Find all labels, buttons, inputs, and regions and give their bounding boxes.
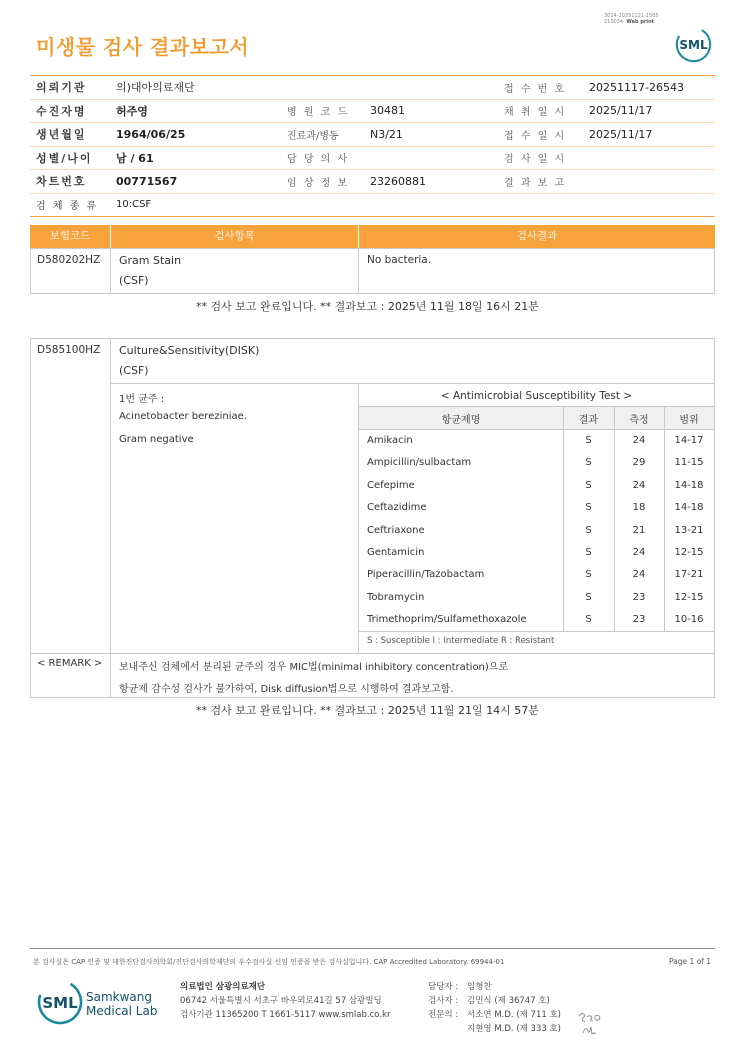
collect-date-value: 2025/11/17 bbox=[583, 99, 715, 123]
gram-type: Gram negative bbox=[119, 434, 194, 445]
patient-name-value: 허주영 bbox=[110, 99, 281, 123]
dept-value: N3/21 bbox=[364, 123, 498, 147]
ast-row bbox=[359, 475, 714, 497]
remark-label: < REMARK > bbox=[37, 658, 103, 669]
culture-item: Culture&Sensitivity(DISK) bbox=[119, 344, 260, 357]
specialist-label: 전문의 : bbox=[428, 1010, 459, 1020]
company-name: Samkwang Medical Lab bbox=[86, 990, 158, 1018]
ast-range: 10-16 bbox=[674, 614, 704, 626]
strain-label: 1번 균주 : bbox=[119, 394, 165, 405]
ast-col-measure: 측정 bbox=[629, 415, 649, 426]
ast-measure: 29 bbox=[632, 457, 646, 469]
ast-legend: S : Susceptible I : Intermediate R : Resistant bbox=[367, 636, 555, 646]
sex-age-label: 성별/나이 bbox=[30, 146, 110, 170]
culture-specimen: (CSF) bbox=[119, 364, 149, 377]
ast-result: S bbox=[585, 457, 592, 469]
ast-drug-name: Gentamicin bbox=[367, 547, 425, 558]
ast-range: 17-21 bbox=[674, 569, 704, 581]
ast-row bbox=[359, 542, 714, 564]
tester-value: 김민식 (제 36747 호) bbox=[467, 996, 550, 1006]
patient-name-label: 수진자명 bbox=[30, 99, 110, 123]
ast-drug-name: Trimethoprim/Sulfamethoxazole bbox=[367, 614, 527, 626]
ast-row bbox=[359, 452, 714, 474]
doctor-value bbox=[364, 146, 498, 170]
gram-specimen: (CSF) bbox=[119, 274, 149, 287]
hospital-code-value: 30481 bbox=[364, 99, 498, 123]
ast-measure: 23 bbox=[632, 591, 646, 603]
ast-result: S bbox=[585, 614, 592, 626]
receipt-no-value: 20251117-26543 bbox=[583, 76, 715, 100]
clinical-info-value: 23260881 bbox=[364, 170, 498, 194]
organism-name: Acinetobacter bereziniae. bbox=[119, 411, 247, 422]
hospital-code-label: 병 원 코 드 bbox=[281, 99, 364, 123]
clinical-info-label: 임 상 정 보 bbox=[281, 170, 364, 194]
ast-title: < Antimicrobial Susceptibility Test > bbox=[440, 390, 633, 402]
test-result-header: 검사결과 bbox=[358, 225, 715, 248]
ast-drug-name: Piperacillin/Tazobactam bbox=[367, 569, 485, 581]
ast-measure: 24 bbox=[632, 569, 646, 581]
manager-label: 담당자 : bbox=[428, 982, 459, 992]
ast-range: 12-15 bbox=[674, 547, 704, 558]
culture-block bbox=[30, 338, 715, 698]
ast-row bbox=[359, 497, 714, 519]
svg-text:SML: SML bbox=[42, 994, 78, 1012]
ast-row bbox=[359, 564, 714, 586]
doctor-label: 담 당 의 사 bbox=[281, 146, 364, 170]
ast-drug-name: Ampicillin/sulbactam bbox=[367, 457, 472, 469]
test-date-value bbox=[583, 146, 715, 170]
ast-result: S bbox=[585, 591, 592, 603]
ast-result: S bbox=[585, 524, 592, 536]
sml-logo-icon bbox=[675, 26, 712, 63]
patient-info-table bbox=[30, 75, 715, 217]
test-date-label: 검 사 일 시 bbox=[498, 146, 583, 170]
ast-range: 13-21 bbox=[674, 524, 704, 536]
receive-date-value: 2025/11/17 bbox=[583, 123, 715, 147]
ast-drug-name: Tobramycin bbox=[367, 591, 425, 603]
specialist-2: 지현영 M.D. (제 333 호) bbox=[467, 1024, 562, 1034]
culture-report-status: ** 검사 보고 완료입니다. ** 결과보고 : 2025년 11월 21일 14시 57분 bbox=[196, 704, 539, 717]
org-address: 06742 서울특별시 서초구 바우뫼로41길 57 삼광빌딩 bbox=[180, 996, 382, 1006]
ast-col-drug: 항균제명 bbox=[441, 415, 481, 426]
footer-divider bbox=[30, 948, 715, 949]
ast-measure: 18 bbox=[632, 502, 646, 514]
cert-statement: 본 검사실은 CAP 인증 및 대한진단검사의학회/진단검사의학재단의 우수검사실 신임 인증을 받은 검사실입니다. CAP Accredited Laboratory. 69944-01 bbox=[33, 958, 505, 966]
chart-no-label: 차트번호 bbox=[30, 170, 110, 194]
culture-code: D585100HZ bbox=[37, 344, 101, 356]
gram-result: No bacteria. bbox=[367, 254, 432, 266]
org-contact: 검사기관 11365200 T 1661-5117 www.smlab.co.kr bbox=[180, 1010, 391, 1020]
remark-line-1: 보내주신 검체에서 분리된 균주의 경우 MIC법(minimal inhibitory concentration)으로 bbox=[119, 662, 509, 673]
ast-result: S bbox=[585, 502, 592, 514]
manager-value: 임형찬 bbox=[467, 982, 492, 992]
sex-age-value: 남 / 61 bbox=[110, 146, 281, 170]
document-code: 3014-20251121-1505 210034 Web print bbox=[604, 13, 659, 25]
svg-text:SML: SML bbox=[679, 38, 708, 53]
ast-row bbox=[359, 609, 714, 631]
receipt-no-label: 접 수 번 호 bbox=[498, 76, 583, 100]
ast-range: 14-18 bbox=[674, 502, 704, 514]
ast-drug-name: Ceftazidime bbox=[367, 502, 427, 514]
remark-line-2: 항균제 감수성 검사가 불가하여, Disk diffusion법으로 시행하여 결과보고함. bbox=[119, 684, 454, 695]
ast-result: S bbox=[585, 569, 592, 581]
collect-date-label: 채 취 일 시 bbox=[498, 99, 583, 123]
receive-date-label: 접 수 일 시 bbox=[498, 123, 583, 147]
gram-item: Gram Stain bbox=[119, 254, 182, 267]
gram-stain-block bbox=[30, 248, 715, 294]
ast-measure: 24 bbox=[632, 547, 646, 558]
ast-row bbox=[359, 430, 714, 452]
ast-row bbox=[359, 587, 714, 609]
report-title: 미생물 검사 결과보고서 bbox=[36, 35, 250, 59]
ast-drug-name: Amikacin bbox=[367, 435, 413, 446]
ast-result: S bbox=[585, 547, 592, 558]
ast-drug-name: Cefepime bbox=[367, 479, 415, 491]
ast-header-row bbox=[359, 407, 714, 429]
specimen-label: 검 체 종 류 bbox=[30, 193, 110, 217]
ast-measure: 23 bbox=[632, 614, 646, 626]
report-value bbox=[583, 170, 715, 194]
ast-range: 14-18 bbox=[674, 479, 704, 491]
ast-result: S bbox=[585, 435, 592, 446]
ast-measure: 24 bbox=[632, 435, 646, 446]
samkwang-logo-icon bbox=[36, 978, 84, 1026]
ast-row bbox=[359, 520, 714, 542]
specimen-value: 10:CSF bbox=[110, 193, 715, 217]
ast-measure: 24 bbox=[632, 479, 646, 491]
requester-label: 의뢰기관 bbox=[30, 76, 110, 100]
org-name: 의료법인 삼광의료재단 bbox=[180, 982, 266, 992]
dept-label: 진료과/병동 bbox=[281, 123, 364, 147]
result-header bbox=[30, 225, 715, 248]
signature-icon bbox=[575, 1008, 609, 1038]
insurance-code-header: 보험코드 bbox=[49, 230, 91, 242]
ast-range: 14-17 bbox=[674, 435, 704, 446]
ast-drug-name: Ceftriaxone bbox=[367, 524, 425, 536]
report-label: 결 과 보 고 bbox=[498, 170, 583, 194]
birth-label: 생년월일 bbox=[30, 123, 110, 147]
ast-measure: 21 bbox=[632, 524, 646, 536]
gram-code: D580202HZ bbox=[37, 254, 101, 266]
gram-report-status: ** 검사 보고 완료입니다. ** 결과보고 : 2025년 11월 18일 16시 21분 bbox=[196, 300, 539, 313]
ast-result: S bbox=[585, 479, 592, 491]
requester-value: 의)대아의료재단 bbox=[110, 76, 498, 100]
page-number: Page 1 of 1 bbox=[669, 957, 712, 966]
chart-no-value: 00771567 bbox=[110, 170, 281, 194]
ast-col-result: 결과 bbox=[578, 415, 599, 426]
specialist-1: 서소연 M.D. (제 711 호) bbox=[467, 1010, 562, 1020]
ast-range: 11-15 bbox=[674, 457, 704, 469]
tester-label: 검사자 : bbox=[428, 996, 459, 1006]
ast-range: 12-15 bbox=[674, 591, 704, 603]
birth-value: 1964/06/25 bbox=[110, 123, 281, 147]
test-item-header: 검사항목 bbox=[110, 225, 358, 248]
ast-col-range: 범위 bbox=[679, 415, 699, 426]
